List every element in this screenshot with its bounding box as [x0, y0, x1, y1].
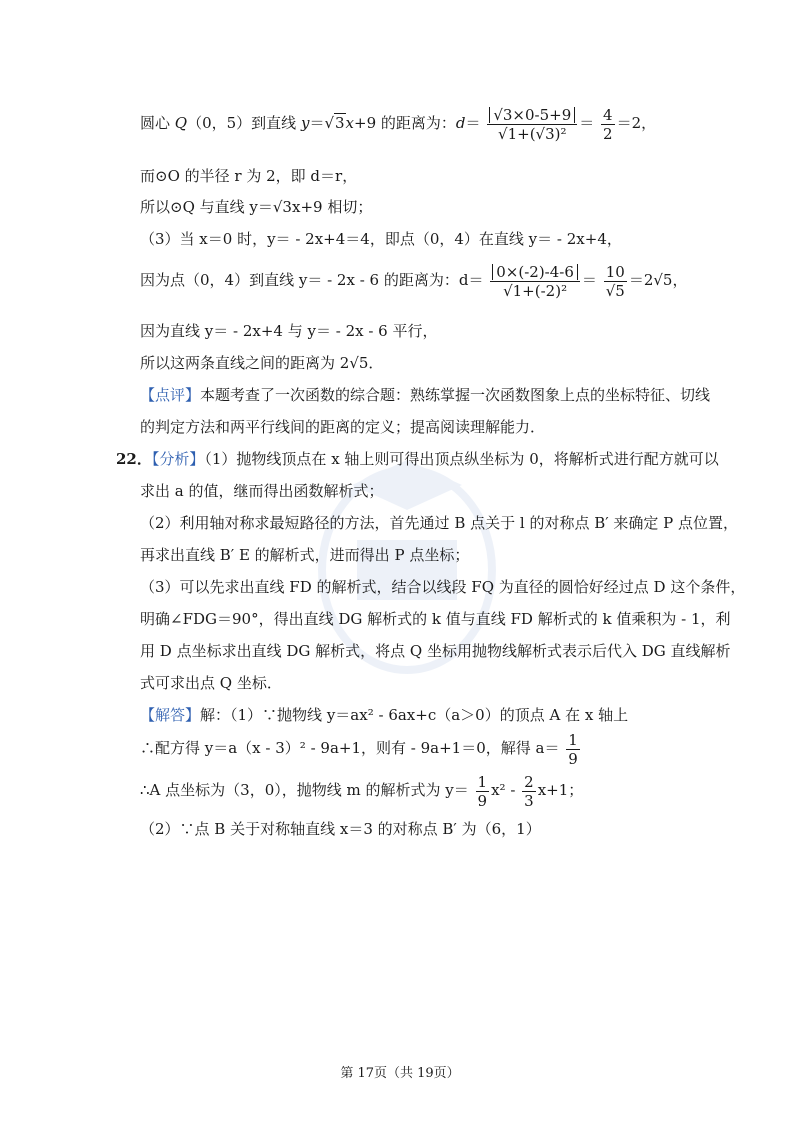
- solution-tag: 【解答】: [140, 706, 201, 724]
- text-line-6: 因为直线 y＝ - 2x+4 与 y＝ - 2x - 6 平行，: [140, 322, 438, 340]
- fraction-distance-2: $\frac{0\times(-2)-4-6}{\text{√1+(-2)²}}$: [490, 263, 580, 300]
- solution-line-2: ∴配方得 y＝a（x - 3）² - 9a+1，则有 - 9a+1＝0，解得 a＝ $\frac{1}{9}$: [140, 730, 578, 768]
- analysis-line-4: 再求出直线 B′ E 的解析式，进而得出 P 点坐标；: [140, 546, 470, 564]
- analysis-line-6: 明确∠FDG＝90°，得出直线 DG 解析式的 k 值与直线 FD 解析式的 k 值乘积为 - 1，利: [140, 610, 731, 628]
- analysis-line-7: 用 D 点坐标求出直线 DG 解析式，将点 Q 坐标用抛物线解析式表示后代入 DG 直线解析: [140, 642, 731, 660]
- question-number: 22．: [116, 450, 152, 468]
- solution-line-1: 【解答】解：（1）∵抛物线 y＝ax² - 6ax+c（a＞0）的顶点 A 在 x 轴上: [140, 706, 629, 724]
- fraction-coef-2: $\frac{2}{3}$: [524, 772, 534, 810]
- fraction-distance-1: $\frac{√3\times 0-5+9}{\text{√1+(√3)²}}$: [487, 106, 577, 143]
- text-line-2: 而⊙O 的半径 r 为 2，即 d＝r，: [140, 167, 358, 185]
- analysis-line-1: 22．【分析】（1）抛物线顶点在 x 轴上则可得出顶点纵坐标为 0，将解析式进行配方就可以: [116, 450, 719, 468]
- page-footer: 第 17页（共 19页）: [340, 1066, 460, 1081]
- distance-line-5: 因为点（0，4）到直线 y＝ - 2x - 6 的距离为：d＝ $\frac{0\times(-2)-4-6}{\text{√1+(-2)²}}$ ＝ $\frac{10}{√5}$ ＝2√5，: [140, 262, 688, 300]
- fraction-one-ninth: $\frac{1}{9}$: [568, 730, 578, 768]
- text-line-4: （3）当 x＝0 时，y＝ - 2x+4＝4，即点（0，4）在直线 y＝ - 2x+4，: [140, 230, 622, 248]
- text-line-3: 所以⊙Q 与直线 y＝√3x+9 相切；: [140, 198, 373, 216]
- analysis-tag: 【分析】: [151, 450, 205, 468]
- fraction-10-over-root5: $\frac{10}{√5}$: [605, 262, 625, 300]
- analysis-line-5: （3）可以先求出直线 FD 的解析式，结合以线段 FQ 为直径的圆恰好经过点 D 这个条件，: [140, 578, 746, 596]
- comment-line-2: 的判定方法和两平行线间的距离的定义；提高阅读理解能力．: [140, 418, 546, 436]
- text-line-7: 所以这两条直线之间的距离为 2√5．: [140, 354, 384, 372]
- comment-tag: 【点评】: [140, 386, 201, 404]
- fraction-coef-1: $\frac{1}{9}$: [477, 772, 488, 810]
- analysis-line-3: （2）利用轴对称求最短路径的方法，首先通过 B 点关于 l 的对称点 B′ 来确定 P 点位置，: [140, 514, 739, 532]
- solution-line-4: （2）∵点 B 关于对称轴直线 x＝3 的对称点 B′ 为（6，1）: [140, 820, 541, 838]
- fraction-4-over-2: $\frac{4}{2}$: [603, 105, 613, 143]
- analysis-line-2: 求出 a 的值，继而得出函数解析式；: [140, 482, 384, 500]
- analysis-line-8: 式可求出点 Q 坐标．: [140, 674, 282, 692]
- distance-line-1: 圆心 Q（0，5）到直线 y＝√3x+9 的距离为：d＝ $\frac{√3\times 0-5+9}{\text{√1+(√3)²}}$ ＝ $\frac{4}{2}$ ＝2，: [140, 105, 657, 143]
- comment-line-1: 【点评】本题考查了一次函数的综合题：熟练掌握一次函数图象上点的坐标特征、切线: [140, 386, 711, 404]
- solution-line-3: ∴A 点坐标为（3，0），抛物线 m 的解析式为 y＝ $\frac{1}{9}$ x² - $\frac{2}{3}$ x+1；: [140, 772, 584, 810]
